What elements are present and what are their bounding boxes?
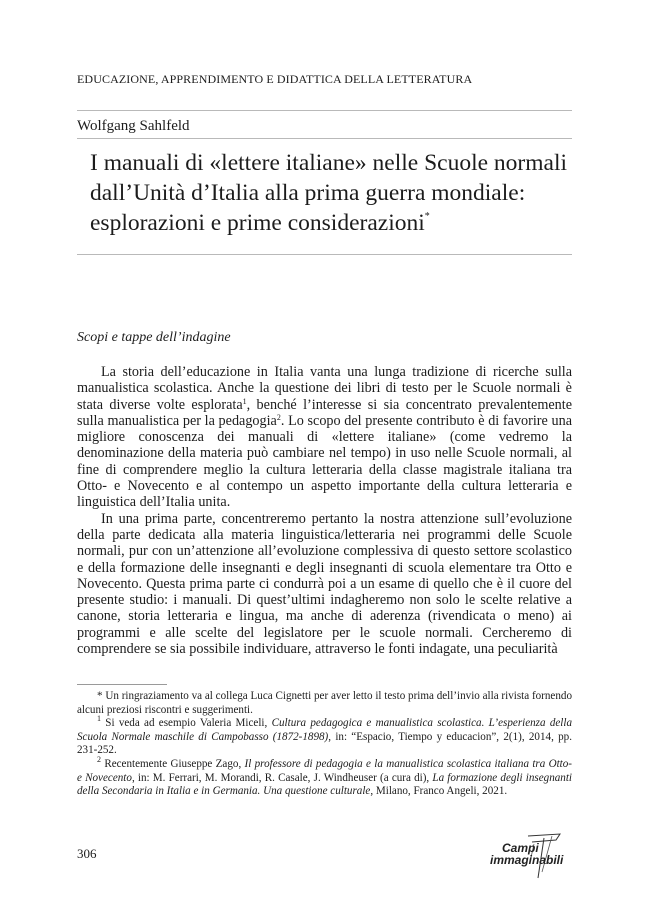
page-number: 306 [77,846,97,861]
footnote-acknowledgement [77,690,572,717]
title-rule [77,254,572,255]
footnote-citation-title: La formazione degli insegnanti della Secondaria in Italia e in Germania. Una questione culturale [77,771,573,798]
paragraph-text: . Lo scopo del presente contributo è di favorire una migliore conoscenza dei manuali di «lettere italiane» (come vedremo la denominazione della materia può cambiare nel tempo) in uso nelle Scuole normali, al fine di comprendere meglio la cultura letteraria della classe magistrale italiana tra Otto- e Novecento e al contempo un aspetto importante della cultura letteraria e linguistica dell’Italia unita. [77,412,572,511]
footnote-citation-title: Il professore di pedagogia e la manualistica scolastica italiana tra Otto- e Novecento [77,757,573,784]
section-heading: Scopi e tappe dell’indagine [77,330,231,345]
footnote-text: , in: M. Ferrari, M. Morandi, R. Casale, J. Windheuser (a cura di), [131,771,433,784]
author-rule [77,138,572,139]
footnote-marker: * [97,690,103,702]
footnote-citation-title: Cultura pedagogica e manualistica scolastica. L’esperienza della Scuola Normale maschile di Campobasso (1872-1898) [77,717,573,743]
footnote-marker: 2 [97,754,101,764]
footnotes [77,690,572,799]
paragraph-text: , benché l’interesse si sia concentrato prevalentemente sulla manualistica per la pedagogia [77,396,572,429]
footnote-marker: 1 [97,714,101,724]
footnote-ref-1[interactable]: 1 [242,396,247,406]
body-text [77,364,572,657]
running-head: EDUCAZIONE, APPRENDIMENTO E DIDATTICA DELLA LETTERATURA [77,72,473,86]
header-rule [77,110,572,111]
article-title [90,148,580,238]
title-footnote-marker[interactable]: * [424,211,430,222]
footnote-1 [77,714,573,758]
footnote-2 [77,754,573,799]
publisher-logo [482,832,582,884]
footnote-separator [77,684,167,685]
author-name: Wolfgang Sahlfeld [77,118,190,134]
footnote-text: Si veda ad esempio Valeria Miceli, [105,717,272,730]
footnote-text: , Milano, Franco Angeli, 2021. [370,785,508,798]
paragraph-text: La storia dell’educazione in Italia vanta una lunga tradizione di ricerche sulla manualistica scolastica. Anche la questione dei libri di testo per le Scuole normali è stata diverse volte esplorata [77,364,572,413]
article-title-text: I manuali di «lettere italiane» nelle Scuole normali dall’Unità d’Italia alla prima guerra mondiale: esplorazioni e prime considerazioni [90,150,568,236]
footnote-text: Recentemente Giuseppe Zago, [104,757,245,770]
footnote-ref-2[interactable]: 2 [276,412,281,422]
publisher-name-line-1: Campi [502,841,539,855]
paragraph: In una prima parte, concentreremo pertanto la nostra attenzione sull’evoluzione della parte dedicata alla materia linguistica/letteraria nei programmi delle Scuole normali, pur con un’attenzione all’evoluzione complessiva di questo settore scolastico e della formazione delle insegnanti e degli insegnanti di scuola elementare tra Otto e Novecento. Questa prima parte ci condurrà poi a un esame di quello che è il cuore del presente studio: i manuali. Di quest’ultimi indagheremo non solo le scelte relative a canone, storia letteraria e lingua, ma anche di aderenza (rivendicata o meno) ai programmi e alle scelte del legislatore per le scuole normali. Cercheremo di comprendere se sia possibile individuare, attraverso le fonti indagate, una peculiarità [77,510,572,658]
paragraph [77,364,572,511]
footnote-text: Un ringraziamento va al collega Luca Cignetti per aver letto il testo prima dell’invio alla rivista fornendo alcuni preziosi riscontri e suggerimenti. [77,690,572,716]
footnote-text: , in: “Espacio, Tiempo y educacion”, 2(1), 2014, pp. 231-252. [77,730,572,757]
publisher-name-line-2: immaginabili [490,853,564,867]
